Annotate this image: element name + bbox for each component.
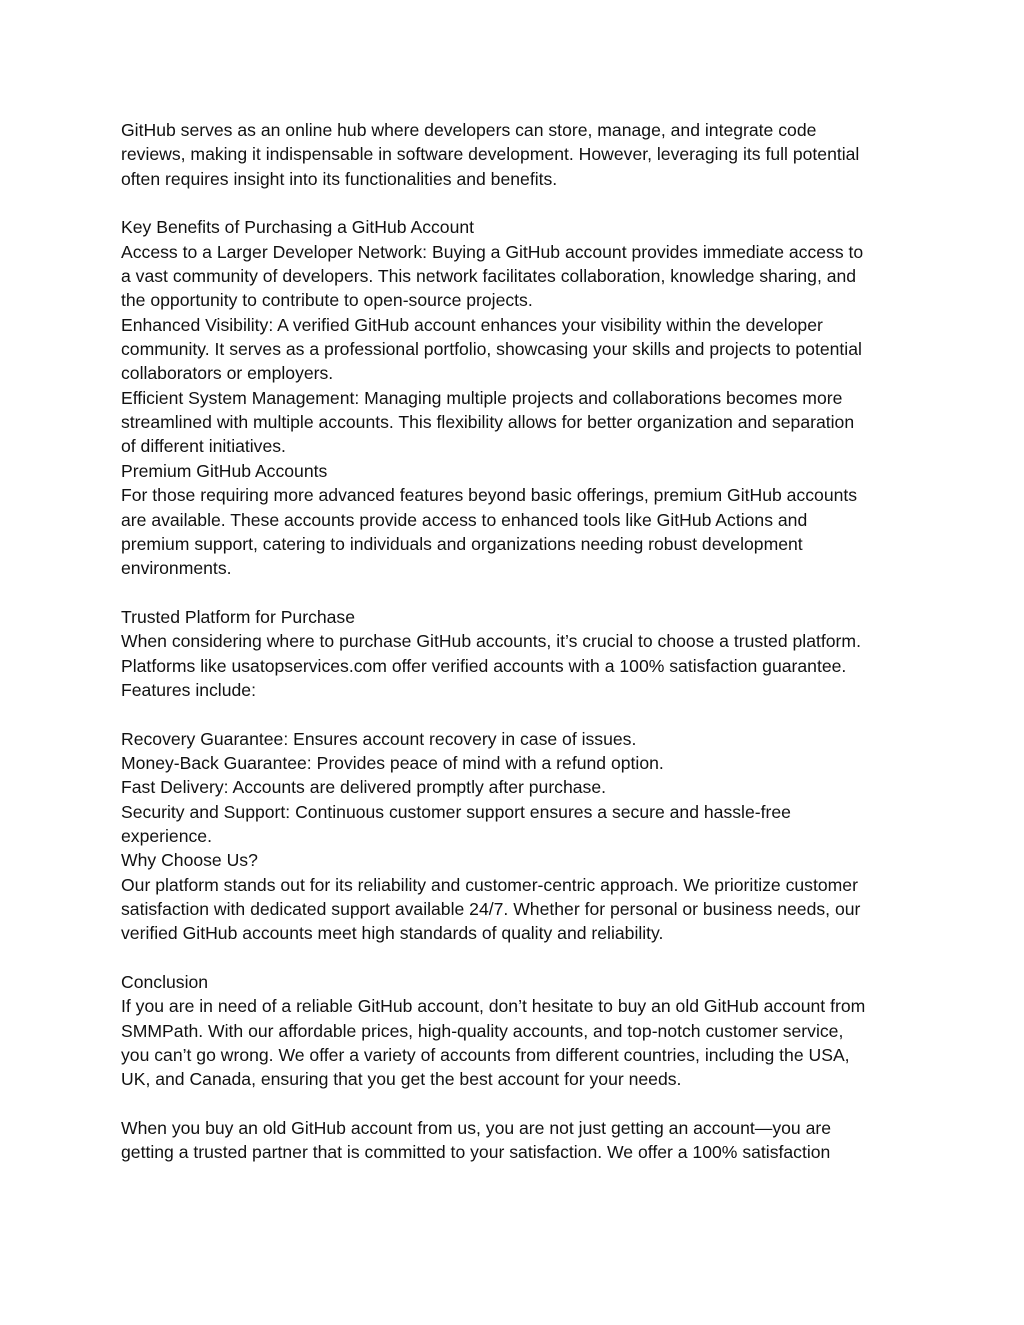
text-line: For those requiring more advanced features beyond basic offerings, premium GitHub accounts	[121, 485, 858, 506]
blank-line	[121, 1092, 911, 1116]
blank-line	[121, 702, 911, 726]
closing-paragraph	[121, 1116, 911, 1165]
text-line: community. It serves as a professional portfolio, showcasing your skills and projects to potential	[121, 339, 862, 360]
key-benefits-heading: Key Benefits of Purchasing a GitHub Account	[121, 217, 475, 238]
text-line: verified GitHub accounts meet high standards of quality and reliability.	[121, 923, 664, 944]
text-line: SMMPath. With our affordable prices, high-quality accounts, and top-notch customer service,	[121, 1020, 844, 1041]
feature-item: experience.	[121, 825, 212, 846]
why-choose-heading: Why Choose Us?	[121, 850, 258, 871]
text-line: Efficient System Management: Managing multiple projects and collaborations becomes more	[121, 387, 843, 408]
text-line: often requires insight into its functionalities and benefits.	[121, 168, 558, 189]
why-choose-paragraph	[121, 873, 911, 946]
features-list	[121, 727, 911, 849]
text-line: getting a trusted partner that is committed to your satisfaction. We offer a 100% satisfaction	[121, 1142, 831, 1163]
conclusion-heading: Conclusion	[121, 972, 209, 993]
feature-item: Security and Support: Continuous customer support ensures a secure and hassle-free	[121, 801, 791, 822]
system-management-paragraph	[121, 386, 911, 459]
text-line: of different initiatives.	[121, 436, 286, 457]
text-line: Enhanced Visibility: A verified GitHub account enhances your visibility within the developer	[121, 314, 823, 335]
text-line: streamlined with multiple accounts. This flexibility allows for better organization and separation	[121, 412, 855, 433]
premium-heading: Premium GitHub Accounts	[121, 460, 328, 481]
text-line: Access to a Larger Developer Network: Buying a GitHub account provides immediate access to	[121, 241, 864, 262]
feature-item: Fast Delivery: Accounts are delivered promptly after purchase.	[121, 777, 607, 798]
document-page	[121, 118, 911, 1165]
feature-item: Recovery Guarantee: Ensures account recovery in case of issues.	[121, 728, 637, 749]
text-line: you can’t go wrong. We offer a variety of accounts from different countries, including the USA,	[121, 1045, 850, 1066]
text-line: GitHub serves as an online hub where developers can store, manage, and integrate code	[121, 120, 817, 140]
text-line: reviews, making it indispensable in software development. However, leveraging its full potential	[121, 144, 860, 165]
text-line: When you buy an old GitHub account from us, you are not just getting an account—you are	[121, 1118, 832, 1139]
trusted-platform-heading: Trusted Platform for Purchase	[121, 606, 356, 627]
intro-paragraph	[121, 118, 911, 191]
premium-paragraph	[121, 483, 911, 580]
text-line: collaborators or employers.	[121, 363, 334, 384]
text-line: environments.	[121, 558, 232, 579]
text-line: If you are in need of a reliable GitHub account, don’t hesitate to buy an old GitHub account from	[121, 996, 866, 1017]
text-line: premium support, catering to individuals and organizations needing robust development	[121, 533, 803, 554]
blank-line	[121, 191, 911, 215]
blank-line	[121, 946, 911, 970]
blank-line	[121, 581, 911, 605]
trusted-platform-paragraph	[121, 629, 911, 702]
text-line: Our platform stands out for its reliability and customer-centric approach. We prioritize customer	[121, 874, 858, 895]
larger-network-paragraph	[121, 240, 911, 313]
text-line: UK, and Canada, ensuring that you get the best account for your needs.	[121, 1069, 682, 1090]
feature-item: Money-Back Guarantee: Provides peace of mind with a refund option.	[121, 752, 664, 773]
text-line: a vast community of developers. This network facilitates collaboration, knowledge sharing, and	[121, 266, 857, 287]
text-line: Platforms like usatopservices.com offer verified accounts with a 100% satisfaction guarantee.	[121, 655, 847, 676]
text-line: Features include:	[121, 679, 256, 700]
text-line: are available. These accounts provide access to enhanced tools like GitHub Actions and	[121, 509, 808, 530]
conclusion-paragraph	[121, 994, 911, 1091]
enhanced-visibility-paragraph	[121, 313, 911, 386]
text-line: the opportunity to contribute to open-source projects.	[121, 290, 533, 311]
text-line: satisfaction with dedicated support available 24/7. Whether for personal or business needs, our	[121, 899, 861, 919]
text-line: When considering where to purchase GitHub accounts, it’s crucial to choose a trusted platform.	[121, 631, 861, 652]
